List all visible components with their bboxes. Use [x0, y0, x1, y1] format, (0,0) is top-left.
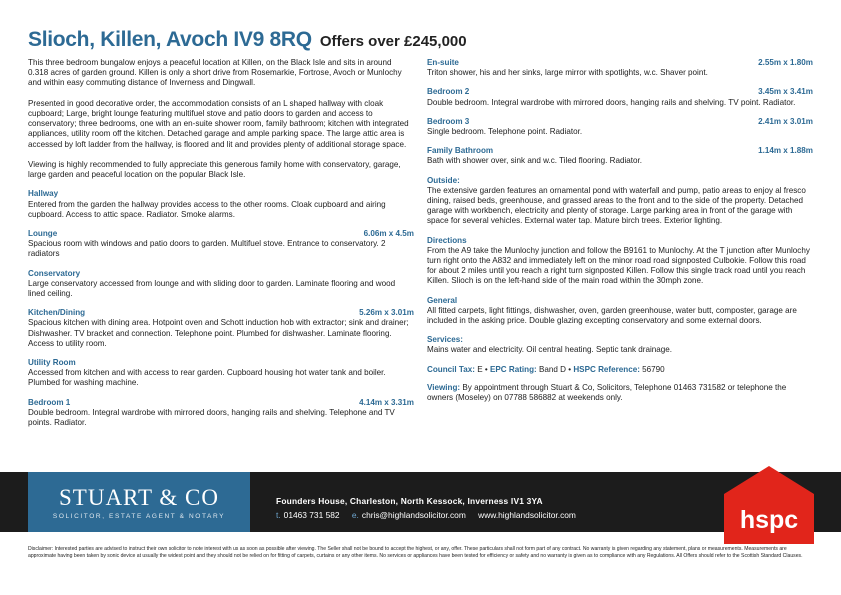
council-tax-label: Council Tax: — [427, 364, 475, 374]
room-dimensions: 2.55m x 1.80m — [758, 58, 813, 67]
room-description: Spacious room with windows and patio doors to garden. Multifuel stove. Entrance to conservatory. 2 radiators — [28, 239, 386, 259]
room-dimensions: 6.06m x 4.5m — [363, 229, 414, 239]
room-section — [28, 398, 414, 429]
room-description: Double bedroom. Integral wardrobe with mirrored doors, hanging rails and shelving. Telephone and TV points. Radiator. — [28, 407, 395, 428]
room-name: Bedroom 1 — [28, 397, 71, 407]
room-description: Spacious kitchen with dining area. Hotpoint oven and Schott induction hob with extractor; sink and drainer; Dishwasher. TV bracket and connection. Telephone point. Plumbed for dishwasher. Laminate flooring. Access to utility room. — [28, 318, 409, 348]
page-title — [28, 28, 467, 52]
room-name: Bedroom 2 — [427, 87, 470, 97]
room-section — [28, 189, 414, 220]
room-section — [427, 146, 813, 166]
room-section — [427, 58, 813, 78]
contact-details — [276, 494, 586, 522]
council-tax-value: E — [477, 364, 483, 374]
property-address: Slioch, Killen, Avoch IV9 8RQ — [28, 28, 312, 51]
left-column — [28, 58, 414, 437]
section-heading: Directions — [427, 235, 467, 245]
website-link[interactable]: www.highlandsolicitor.com — [478, 510, 576, 520]
viewing-text: By appointment through Stuart & Co, Solicitors, Telephone 01463 731582 or telephone the owners (Moseley) on 07788 586882 at weekends only. — [427, 382, 787, 403]
room-dimensions: 2.41m x 3.01m — [758, 116, 813, 126]
intro-paragraph: Presented in good decorative order, the accommodation consists of an L shaped hallway with cloak cupboard; Large, bright lounge featuring multifuel stove and patio doors to garden and access to conservatory; three bedrooms, one with an en-suite shower room, family bathroom; kitchen with integrated appliances, utility room off the kitchen. Detached garage and ample parking space. The large attic area is accessed by loft ladder from the hallway, is floored and lit and provides plenty of additional storage space. — [28, 98, 409, 149]
phone-number[interactable]: 01463 731 582 — [283, 510, 340, 520]
room-name: Bedroom 3 — [427, 116, 470, 126]
section-text: All fitted carpets, light fittings, dishwasher, oven, garden greenhouse, water butt, composter, garage are included in the asking price. Double glazing excepting conservatory and some external doors. — [427, 305, 797, 326]
room-dimensions: 4.14m x 3.31m — [359, 397, 414, 407]
ratings-line: Council Tax: E • EPC Rating: Band D • HSPC Reference: 56790 — [427, 364, 665, 374]
epc-label: EPC Rating: — [489, 364, 537, 374]
general-section — [427, 296, 813, 327]
room-description: Large conservatory accessed from lounge and with sliding door to garden. Laminate flooring and wood lined ceiling. — [28, 278, 396, 299]
room-name: Kitchen/Dining — [28, 308, 86, 318]
room-name: Family Bathroom — [427, 146, 494, 156]
room-section — [28, 269, 414, 300]
section-heading: Outside: — [427, 175, 460, 185]
office-address: Founders House, Charleston, North Kessock, Inverness IV1 3YA — [276, 496, 543, 506]
room-section — [28, 308, 414, 349]
room-dimensions: 1.14m x 1.88m — [758, 146, 813, 156]
room-name: Lounge — [28, 229, 58, 239]
viewing-label: Viewing: — [427, 382, 461, 392]
section-text: From the A9 take the Munlochy junction and follow the B9161 to Munlochy. At the T junction after Munlochy turn right onto the A832 and immediately left on the minor road road signposted Culbokie. Follow this road for about 2 miles until you reach a right turn signposted Killen. Follow this single track road until you reach Killen. Slioch is on the left-hand side of the main road within the 30mph zone. — [427, 245, 810, 286]
room-dimensions: 3.45m x 3.41m — [758, 87, 813, 97]
right-column — [427, 58, 813, 403]
services-section — [427, 335, 813, 355]
logo-tagline: SOLICITOR, ESTATE AGENT & NOTARY — [52, 512, 226, 520]
directions-section — [427, 236, 813, 287]
hspc-reference-value: 56790 — [642, 364, 665, 374]
logo-name: STUART & CO — [59, 484, 219, 510]
section-heading: General — [427, 295, 458, 305]
stuart-co-logo — [28, 472, 250, 532]
room-name: En-suite — [427, 58, 459, 67]
epc-value: Band D — [538, 364, 566, 374]
section-text: Mains water and electricity. Oil central heating. Septic tank drainage. — [427, 345, 673, 355]
room-description: Double bedroom. Integral wardrobe with mirrored doors, hanging rails and shelving. TV point. Radiator. — [427, 97, 796, 107]
room-description: Accessed from kitchen and with access to rear garden. Cupboard housing hot water tank and boiler. Plumbed for washing machine. — [28, 368, 386, 388]
phone-key: t. — [276, 510, 281, 520]
room-section — [427, 117, 813, 137]
intro-paragraph: This three bedroom bungalow enjoys a peaceful location at Killen, on the Black Isle and sits in around 0.318 acres of garden ground. Killen is only a short drive from Rosemarkie, Fortrose, Avoch or Munlochy and within easy commuting distance of Inverness and Dingwall. — [28, 58, 402, 88]
room-dimensions: 5.26m x 3.01m — [359, 308, 414, 318]
hspc-logo — [724, 466, 814, 544]
intro-paragraph: Viewing is highly recommended to fully appreciate this generous family home with conservatory, garage, large garden and peaceful location on the popular Black Isle. — [28, 160, 401, 180]
asking-price: Offers over £245,000 — [319, 33, 467, 50]
hspc-reference-label: HSPC Reference: — [573, 364, 640, 374]
room-name: Conservatory — [28, 268, 81, 278]
room-description: Entered from the garden the hallway provides access to the other rooms. Cloak cupboard and airing cupboard. Access to attic space. Radiator. Smoke alarms. — [28, 199, 386, 219]
room-description: Single bedroom. Telephone point. Radiator. — [427, 127, 583, 137]
room-description: Bath with shower over, sink and w.c. Tiled flooring. Radiator. — [427, 156, 643, 166]
room-section — [427, 87, 813, 107]
hspc-logo-text: hspc — [739, 506, 799, 534]
email-key: e. — [351, 510, 359, 520]
section-heading: Services: — [427, 335, 463, 345]
room-name: Hallway — [28, 189, 59, 199]
outside-section — [427, 176, 813, 227]
room-name: Utility Room — [28, 358, 76, 368]
room-section — [28, 229, 414, 260]
room-section — [28, 358, 414, 389]
disclaimer: Disclaimer: Interested parties are advised to instruct their own solicitor to note interest with us as soon as possible after viewing. The Seller shall not be bound to accept the highest, or any, offer. These particulars shall not form part of any contract. No warranty is given regarding any statement, plans or measurements. Measurements are approximate having been taken by sonic device at usually the widest point and they should not be relied on for fitting of carpets, curtains or any other items. No services or appliances have been tested for efficiency or safety and no warranty is given as to compliance with any Regulations. All Offers should refer to the Scottish Standard Clauses. — [28, 546, 803, 559]
viewing-section — [427, 383, 813, 403]
email-link[interactable]: chris@highlandsolicitor.com — [361, 510, 466, 520]
section-text: The extensive garden features an ornamental pond with waterfall and pump, patio areas to enjoy al fresco dining, raised beds, greenhouse, and grassed areas to the front and to the side of the property. Detached garage with workbench, electricity and plenty of storage. Large parking area in front of the garage with space for several vehicles. External water tap. Mature birch trees. Exterior lighting. — [427, 185, 806, 226]
room-description: Triton shower, his and her sinks, large mirror with spotlights, w.c. Shaver point. — [427, 68, 708, 78]
